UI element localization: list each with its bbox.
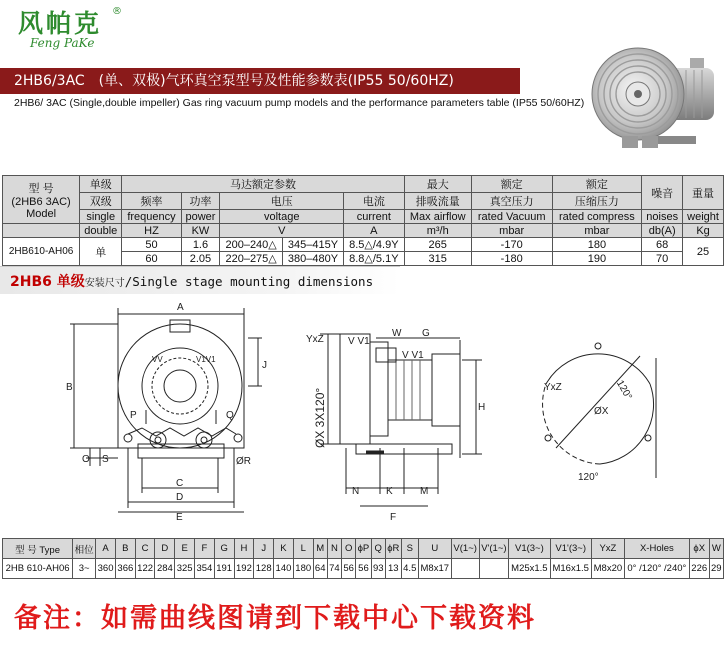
dims-value-cell: 128 <box>254 559 274 579</box>
svg-text:N: N <box>352 486 360 497</box>
pump-product-photo <box>586 38 724 166</box>
dims-header-cell: F <box>195 539 215 559</box>
svg-text:O: O <box>82 454 90 465</box>
header-voltage-en: voltage <box>220 210 344 224</box>
dims-header-cell: H <box>234 539 254 559</box>
header-vacuum-en: rated Vacuum <box>471 210 552 224</box>
dims-header-cell: K <box>274 539 294 559</box>
dims-header-cell: X-Holes <box>624 539 689 559</box>
section-heading <box>0 266 400 294</box>
table-row <box>3 559 724 579</box>
dims-header-cell: ϕP <box>356 539 371 559</box>
header-power-en: power <box>181 210 220 224</box>
dims-header-cell: V1'(3~) <box>550 539 591 559</box>
header-airflow-en: Max airflow <box>404 210 471 224</box>
header-weight: 重量 <box>683 176 724 210</box>
svg-text:YxZ: YxZ <box>544 382 562 393</box>
svg-text:K: K <box>386 486 393 497</box>
header-freq-en: frequency <box>122 210 181 224</box>
svg-text:C: C <box>176 478 184 489</box>
dims-value-cell: 29 <box>709 559 723 579</box>
header-airflow-cn2: 排吸流量 <box>404 193 471 210</box>
dims-header-cell: O <box>342 539 356 559</box>
dims-header-cell: S <box>401 539 418 559</box>
svg-text:120°: 120° <box>578 472 599 483</box>
model-cell: 2HB610-AH06 <box>3 238 80 266</box>
dims-header-cell: N <box>327 539 341 559</box>
header-model: 型 号 (2HB6 3AC) Model <box>3 176 80 224</box>
dims-value-cell: 122 <box>135 559 155 579</box>
logo-registered-mark: ® <box>112 6 122 17</box>
dims-value-cell: 284 <box>155 559 175 579</box>
svg-text:YxZ: YxZ <box>306 334 324 345</box>
header-compress-cn1: 额定 <box>552 176 642 193</box>
dims-value-cell: 191 <box>214 559 234 579</box>
unit-power: KW <box>181 224 220 238</box>
dims-header-cell: A <box>96 539 116 559</box>
header-current-en: current <box>344 210 404 224</box>
svg-text:D: D <box>176 492 184 503</box>
dims-header-cell: 型 号 Type <box>3 539 73 559</box>
svg-text:V1V1: V1V1 <box>196 355 216 364</box>
svg-text:ØX: ØX <box>594 406 609 417</box>
dims-value-cell: 2HB 610-AH06 <box>3 559 73 579</box>
dims-value-cell: 56 <box>342 559 356 579</box>
header-stage-double-cn: 双级 <box>80 193 122 210</box>
dims-header-cell: M <box>313 539 327 559</box>
title-english: 2HB6/ 3AC (Single,double impeller) Gas ring vacuum pump models and the performance parameters table (IP55 50/60HZ) <box>14 97 585 109</box>
header-stage-double-en: double <box>80 224 122 238</box>
dims-header-cell: U <box>418 539 451 559</box>
dims-value-cell: 140 <box>274 559 294 579</box>
svg-text:W: W <box>392 328 402 339</box>
dims-value-cell: 64 <box>313 559 327 579</box>
svg-text:VV: VV <box>152 355 163 364</box>
svg-text:S: S <box>102 454 109 465</box>
unit-airflow: m³/h <box>404 224 471 238</box>
svg-text:P: P <box>130 410 137 421</box>
unit-compress: mbar <box>552 224 642 238</box>
dims-header-cell: J <box>254 539 274 559</box>
dims-value-cell: M8x20 <box>591 559 624 579</box>
brand-logo <box>12 4 162 56</box>
unit-weight: Kg <box>683 224 724 238</box>
svg-text:F: F <box>390 512 397 523</box>
header-stage-single-cn: 单级 <box>80 176 122 193</box>
dims-value-cell: 0° /120° /240° <box>624 559 689 579</box>
svg-text:M: M <box>420 486 429 497</box>
dims-value-cell: 13 <box>385 559 401 579</box>
svg-text:ØX 3X120°: ØX 3X120° <box>313 387 327 448</box>
header-motor-rated: 马达额定参数 <box>122 176 404 193</box>
dims-header-cell: ϕX <box>689 539 709 559</box>
dims-header-cell: E <box>175 539 195 559</box>
svg-text:120°: 120° <box>613 378 634 402</box>
dims-value-cell: 4.5 <box>401 559 418 579</box>
dims-value-cell: 366 <box>115 559 135 579</box>
dims-value-cell: 360 <box>96 559 116 579</box>
unit-noise: db(A) <box>642 224 683 238</box>
dimensions-table <box>2 538 724 579</box>
dims-value-cell: M25x1.5 <box>509 559 550 579</box>
dims-header-cell: B <box>115 539 135 559</box>
header-airflow-cn1: 最大 <box>404 176 471 193</box>
svg-text:H: H <box>478 402 486 413</box>
dims-header-cell: V(1~) <box>451 539 479 559</box>
header-compress-en: rated compress <box>552 210 642 224</box>
dims-header-cell: L <box>293 539 313 559</box>
svg-text:ØR: ØR <box>236 456 251 467</box>
svg-text:B: B <box>66 382 73 393</box>
header-power-cn: 功率 <box>181 193 220 210</box>
dims-value-cell: 226 <box>689 559 709 579</box>
dims-value-cell: 192 <box>234 559 254 579</box>
dims-header-cell: V1(3~) <box>509 539 550 559</box>
dims-header-cell: G <box>214 539 234 559</box>
dims-header-cell: 相位 <box>73 539 96 559</box>
svg-text:V V1: V V1 <box>348 336 370 347</box>
header-current-cn: 电流 <box>344 193 404 210</box>
table-row: 2HB610-AH06 单 50 1.6 200–240△ 345–415Y 8.5△/4.9Y 265 -170 180 68 25 <box>3 238 724 252</box>
unit-freq: HZ <box>122 224 181 238</box>
header-voltage-cn: 电压 <box>220 193 344 210</box>
header-freq-cn: 频率 <box>122 193 181 210</box>
dims-value-cell: 93 <box>371 559 385 579</box>
svg-text:J: J <box>262 360 267 371</box>
dims-value-cell: M16x1.5 <box>550 559 591 579</box>
dims-header-cell: D <box>155 539 175 559</box>
header-compress-cn2: 压缩压力 <box>552 193 642 210</box>
table-row: 60 2.05 220–275△ 380–480Y 8.8△/5.1Y 315 -180 190 70 <box>3 252 724 266</box>
svg-text:Q: Q <box>226 410 234 421</box>
dims-value-cell: M8x17 <box>418 559 451 579</box>
svg-text:G: G <box>422 328 430 339</box>
dims-header-cell: C <box>135 539 155 559</box>
dims-value-cell: 56 <box>356 559 371 579</box>
stage-cell: 单 <box>80 238 122 266</box>
svg-text:A: A <box>177 302 184 313</box>
dims-header-cell: Q <box>371 539 385 559</box>
dims-value-cell <box>479 559 509 579</box>
logo-chinese: 风帕克 <box>18 9 103 38</box>
header-stage-single-en: single <box>80 210 122 224</box>
logo-english: Feng PaKe <box>30 36 95 50</box>
unit-voltage: V <box>220 224 344 238</box>
dims-header-cell: ϕR <box>385 539 401 559</box>
dims-value-cell: 74 <box>327 559 341 579</box>
dims-header-cell: V'(1~) <box>479 539 509 559</box>
dims-value-cell: 180 <box>293 559 313 579</box>
header-vacuum-cn1: 额定 <box>471 176 552 193</box>
svg-text:E: E <box>176 512 183 523</box>
header-model-blank <box>3 224 80 238</box>
dims-value-cell: 325 <box>175 559 195 579</box>
section-title: 2HB6 单级安装尺寸/Single stage mounting dimensions <box>10 274 374 290</box>
download-note: 备注：如需曲线图请到下载中心下载资料 <box>14 603 536 634</box>
unit-current: A <box>344 224 404 238</box>
header-vacuum-cn2: 真空压力 <box>471 193 552 210</box>
dims-value-cell: 3~ <box>73 559 96 579</box>
dims-header-cell: YxZ <box>591 539 624 559</box>
header-noise: 噪音 <box>642 176 683 210</box>
header-noise-en: noises <box>642 210 683 224</box>
svg-text:V V1: V V1 <box>402 350 424 361</box>
mounting-dimension-drawing <box>0 298 726 534</box>
dims-value-cell: 354 <box>195 559 215 579</box>
weight-cell: 25 <box>683 238 724 266</box>
dims-value-cell <box>451 559 479 579</box>
title-chinese-banner: 2HB6/3AC (单、双极)气环真空泵型号及性能参数表(IP55 50/60HZ) <box>0 68 520 94</box>
header-weight-en: weight <box>683 210 724 224</box>
unit-vacuum: mbar <box>471 224 552 238</box>
performance-table <box>2 175 724 266</box>
dims-header-cell: W <box>709 539 723 559</box>
